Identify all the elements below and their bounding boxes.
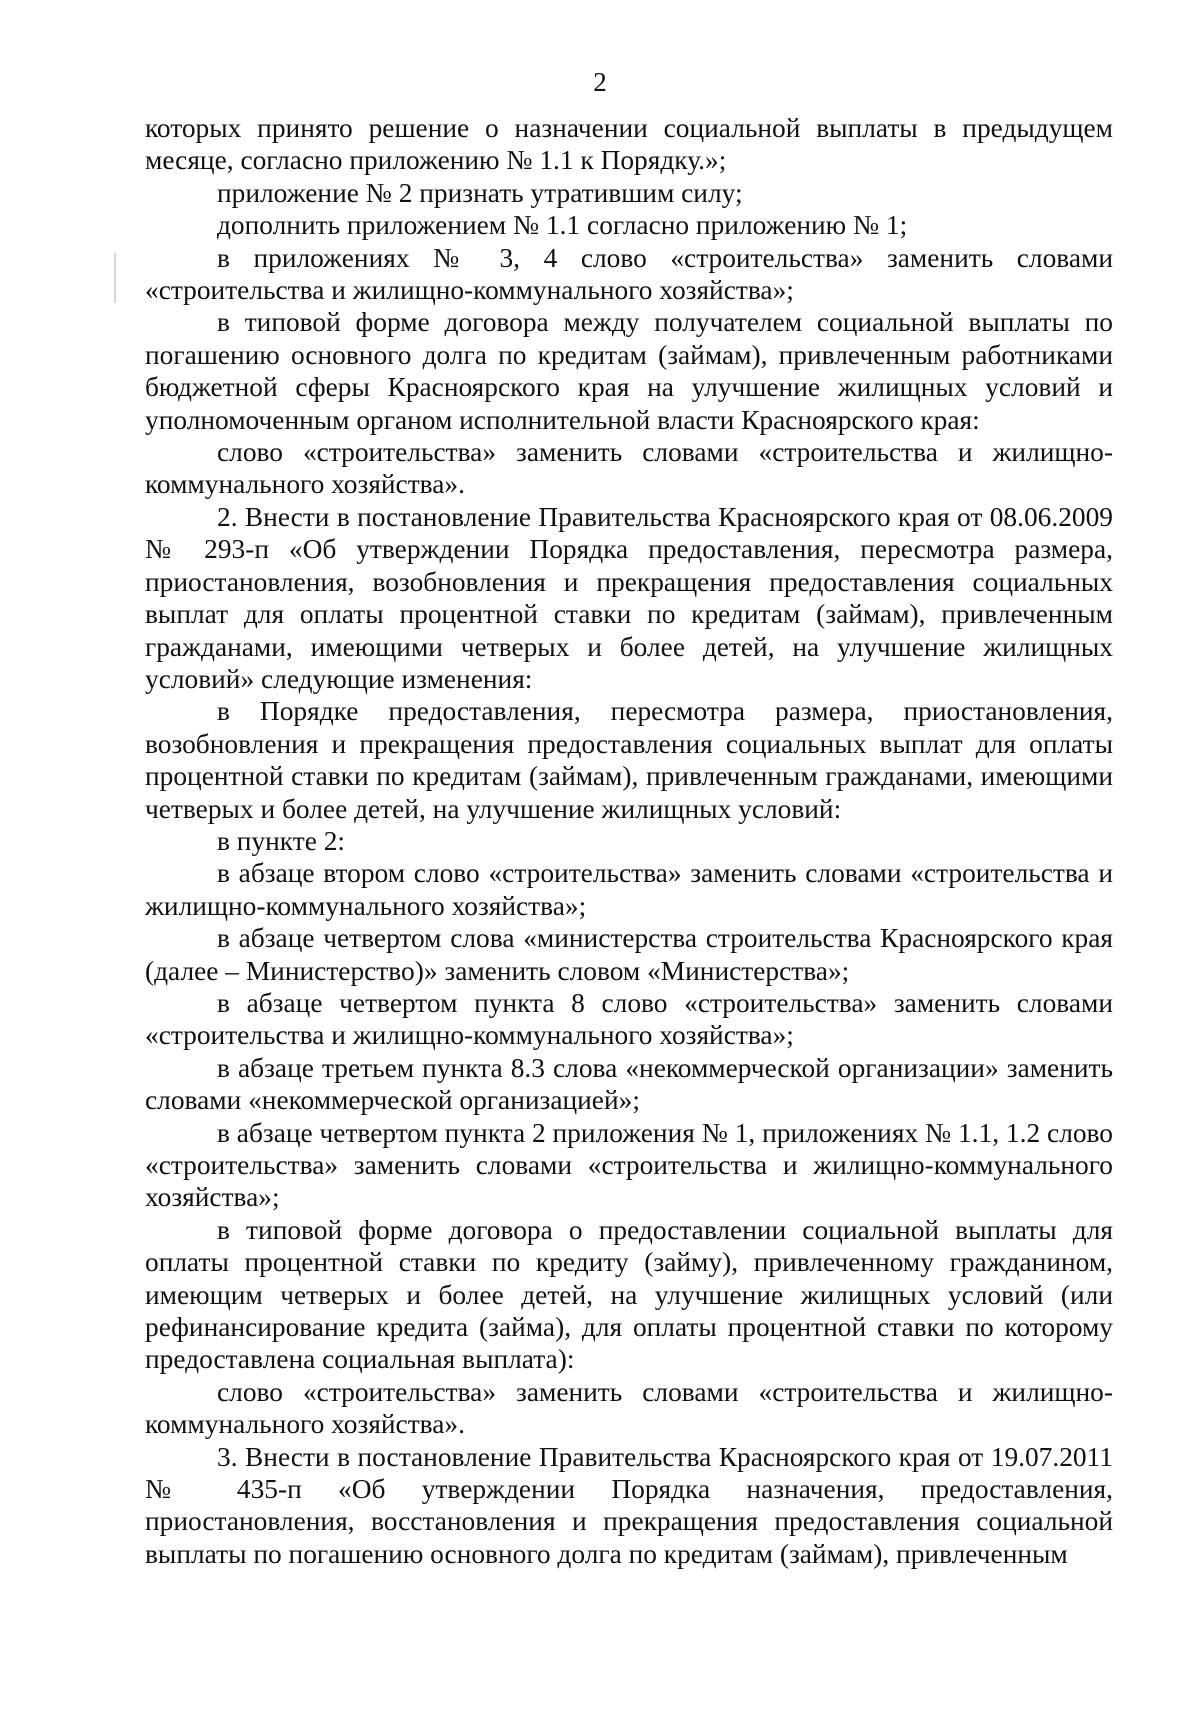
paragraph-appendices-3-4: в приложениях № 3, 4 слово «строительства» заменить словами «строительства и жилищно-коммунального хозяйства»; (145, 242, 1113, 306)
paragraph-clause-2: в пункте 2: (217, 825, 346, 856)
paragraph-word-replacement-2: слово «строительства» заменить словами «строительства и жилищно-коммунального хозяйства». (145, 1376, 1113, 1440)
paragraph-clause-8: в абзаце четвертом пункта 8 слово «строительства» заменить словами «строительства и жилищно-коммунального хозяйства»; (145, 987, 1113, 1051)
paragraph-fourth-subparagraph: в абзаце четвертом слова «министерства строительства Красноярского края (далее – Министерство)» заменить словом «Министерства»; (145, 923, 1113, 986)
paragraph-item-2: 2. Внести в постановление Правительства Красноярского края от 08.06.2009 № 293-п «Об утверждении Порядка предоставления, пересмотра размера, приостановления, возобновления и прекращения предоставления социальных выплат для оплаты процентной ставки по кредитам (займам), привлеченным гражданами, имеющими четверых и более детей, на улучшение жилищных условий» следующие изменения: (145, 501, 1113, 694)
paragraph-continuation: которых принято решение о назначении социальной выплаты в предыдущем месяце, согласно приложению № 1.1 к Порядку.»; (145, 113, 1113, 176)
paragraph-appendix-2-void: приложение № 2 признать утратившим силу; (217, 177, 743, 208)
paragraph-procedure: в Порядке предоставления, пересмотра размера, приостановления, возобновления и прекращения предоставления социальных выплат для оплаты процентной ставки по кредитам (займам), привлеченным гражданами, имеющими четверых и более детей, на улучшение жилищных условий: (145, 696, 1113, 824)
paragraph-item-3: 3. Внести в постановление Правительства Красноярского края от 19.07.2011 № 435-п «Об утверждении Порядка назначения, предоставления, приостановления, восстановления и прекращения предоставления социальной выплаты по погашению основного долга по кредитам (займам), привлеченным (145, 1441, 1113, 1569)
paragraph-typical-contract-form: в типовой форме договора между получателем социальной выплаты по погашению основного долга по кредитам (займам), привлеченным работниками бюджетной сферы Красноярского края на улучшение жилищных условий и уполномоченным органом исполнительной власти Красноярского края: (145, 307, 1113, 435)
paragraph-word-replacement: слово «строительства» заменить словами «строительства и жилищно-коммунального хозяйства». (145, 437, 1113, 500)
document-body (145, 112, 1113, 1570)
paragraph-contract-form-2: в типовой форме договора о предоставлении социальной выплаты для оплаты процентной ставки по кредиту (займу), привлеченному гражданином, имеющим четверых и более детей, на улучшение жилищных условий (или рефинансирование кредита (займа), для оплаты процентной ставки по которому предоставлена социальная выплата): (145, 1214, 1113, 1375)
paragraph-clause-8-3: в абзаце третьем пункта 8.3 слова «некоммерческой организации» заменить словами «некоммерческой организацией»; (145, 1052, 1113, 1116)
paragraph-appendix-1: в абзаце четвертом пункта 2 приложения № 1, приложениях № 1.1, 1.2 слово «строительства» заменить словами «строительства и жилищно-коммунального хозяйства»; (145, 1117, 1113, 1213)
paragraph-add-appendix-1-1: дополнить приложением № 1.1 согласно приложению № 1; (217, 210, 908, 241)
page-number: 2 (593, 67, 607, 97)
scan-margin-mark (114, 253, 116, 303)
paragraph-second-subparagraph: в абзаце втором слово «строительства» заменить словами «строительства и жилищно-коммунального хозяйства»; (145, 858, 1113, 921)
